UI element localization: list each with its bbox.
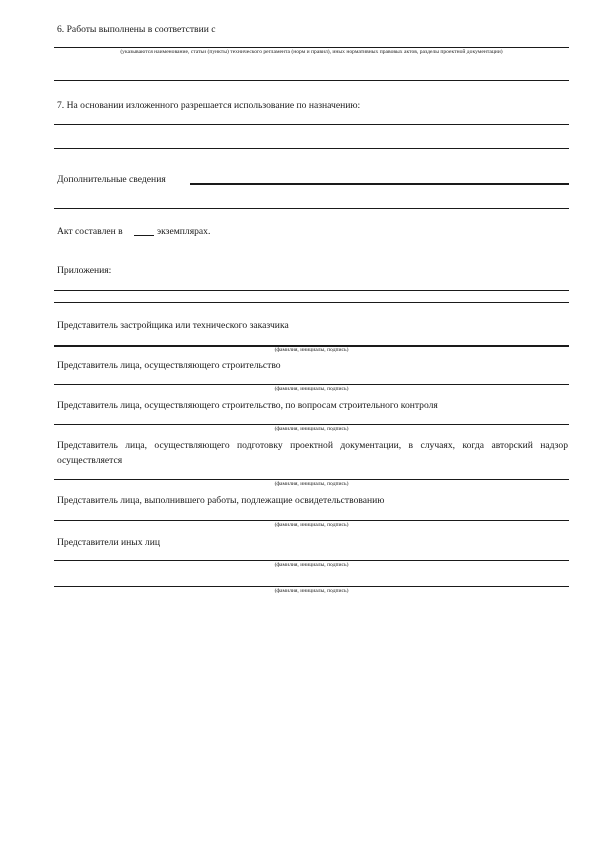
representative-design-label: Представитель лица, осуществляющего подготовку проектной документации, в случаях, когда авторский надзор осуществляется [57, 440, 568, 466]
representative-others-label: Представители иных лиц [57, 537, 160, 548]
copies-text-after: экземплярах. [157, 226, 211, 237]
representative-others-line-2 [54, 586, 569, 587]
section-6-text: 6. Работы выполнены в соответствии с [57, 24, 216, 35]
section-7-text: 7. На основании изложенного разрешается использование по назначению: [57, 100, 361, 111]
representative-construction-control-line [54, 424, 569, 425]
signature-caption: (фамилия, инициалы, подпись) [274, 386, 349, 392]
additional-info-label: Дополнительные сведения [57, 174, 166, 185]
additional-info-field [190, 183, 569, 185]
representative-builder-line [54, 384, 569, 385]
additional-info-line [54, 208, 569, 209]
section-6-line-2 [54, 80, 569, 81]
representative-others-line-1 [54, 560, 569, 561]
signature-caption: (фамилия, инициалы, подпись) [274, 588, 349, 594]
representative-works-performer-line [54, 520, 569, 521]
attachments-line-2 [54, 302, 569, 303]
representative-builder-label: Представитель лица, осуществляющего строительство [57, 360, 281, 371]
signature-caption: (фамилия, инициалы, подпись) [274, 481, 349, 487]
copies-count-field [134, 235, 154, 236]
section-6-line [54, 47, 569, 48]
attachments-line-1 [54, 290, 569, 291]
attachments-label: Приложения: [57, 265, 112, 276]
signature-caption: (фамилия, инициалы, подпись) [274, 522, 349, 528]
section-6-caption: (указываются наименование, статьи (пункты) технического регламента (норм и правил), иных нормативных правовых актов, разделы проектной документации) [120, 49, 503, 55]
representative-construction-control-label: Представитель лица, осуществляющего строительство, по вопросам строительного контроля [57, 400, 438, 411]
signature-caption: (фамилия, инициалы, подпись) [274, 426, 349, 432]
section-7-line-2 [54, 148, 569, 149]
copies-text-before: Акт составлен в [57, 226, 123, 237]
representative-design-line [54, 479, 569, 480]
signature-caption: (фамилия, инициалы, подпись) [274, 347, 349, 353]
representative-works-performer-label: Представитель лица, выполнившего работы, подлежащие освидетельствованию [57, 495, 385, 506]
signature-caption: (фамилия, инициалы, подпись) [274, 562, 349, 568]
section-7-line-1 [54, 124, 569, 125]
representative-developer-label: Представитель застройщика или технического заказчика [57, 320, 289, 331]
